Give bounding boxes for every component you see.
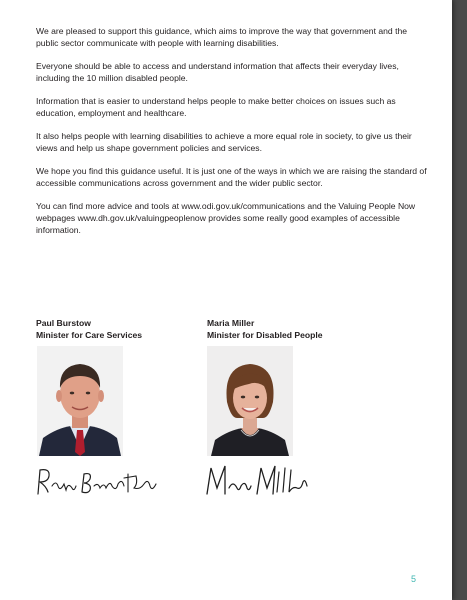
paragraph: You can find more advice and tools at www.odi.gov.uk/communications and the Valuing People Now webpages www.dh.gov.uk/valuingpeoplenow provides some really good examples of accessible information.: [36, 201, 416, 235]
handwritten-signature-paul-burstow: [32, 464, 162, 505]
signatory-title: Minister for Disabled People: [207, 330, 323, 340]
portrait-photo-paul-burstow: [37, 346, 123, 456]
body-text: [36, 25, 428, 247]
handwritten-signature-maria-miller: [203, 462, 313, 505]
signatory-paul-burstow: [36, 317, 142, 341]
paragraph: It also helps people with learning disabilities to achieve a more equal role in society, to give us their views and help us shape government policies and services.: [36, 131, 412, 153]
signatory-name: Maria Miller: [207, 318, 255, 328]
signatory-title: Minister for Care Services: [36, 330, 143, 340]
signatory-maria-miller: [207, 317, 323, 341]
portrait-photo-maria-miller: [207, 346, 293, 456]
paragraph: Everyone should be able to access and understand information that affects their everyday lives, including the 10 million disabled people.: [36, 61, 399, 83]
page-number: 5: [410, 574, 416, 584]
paragraph: Information that is easier to understand helps people to make better choices on issues such as education, employment and healthcare.: [36, 96, 396, 118]
signatory-name: Paul Burstow: [36, 318, 91, 328]
paragraph: We are pleased to support this guidance, which aims to improve the way that government and the public sector communicate with people with learning disabilities.: [36, 26, 408, 48]
paragraph: We hope you find this guidance useful. It is just one of the ways in which we are raising the standard of accessible communications across government and the wider public sector.: [36, 166, 427, 188]
